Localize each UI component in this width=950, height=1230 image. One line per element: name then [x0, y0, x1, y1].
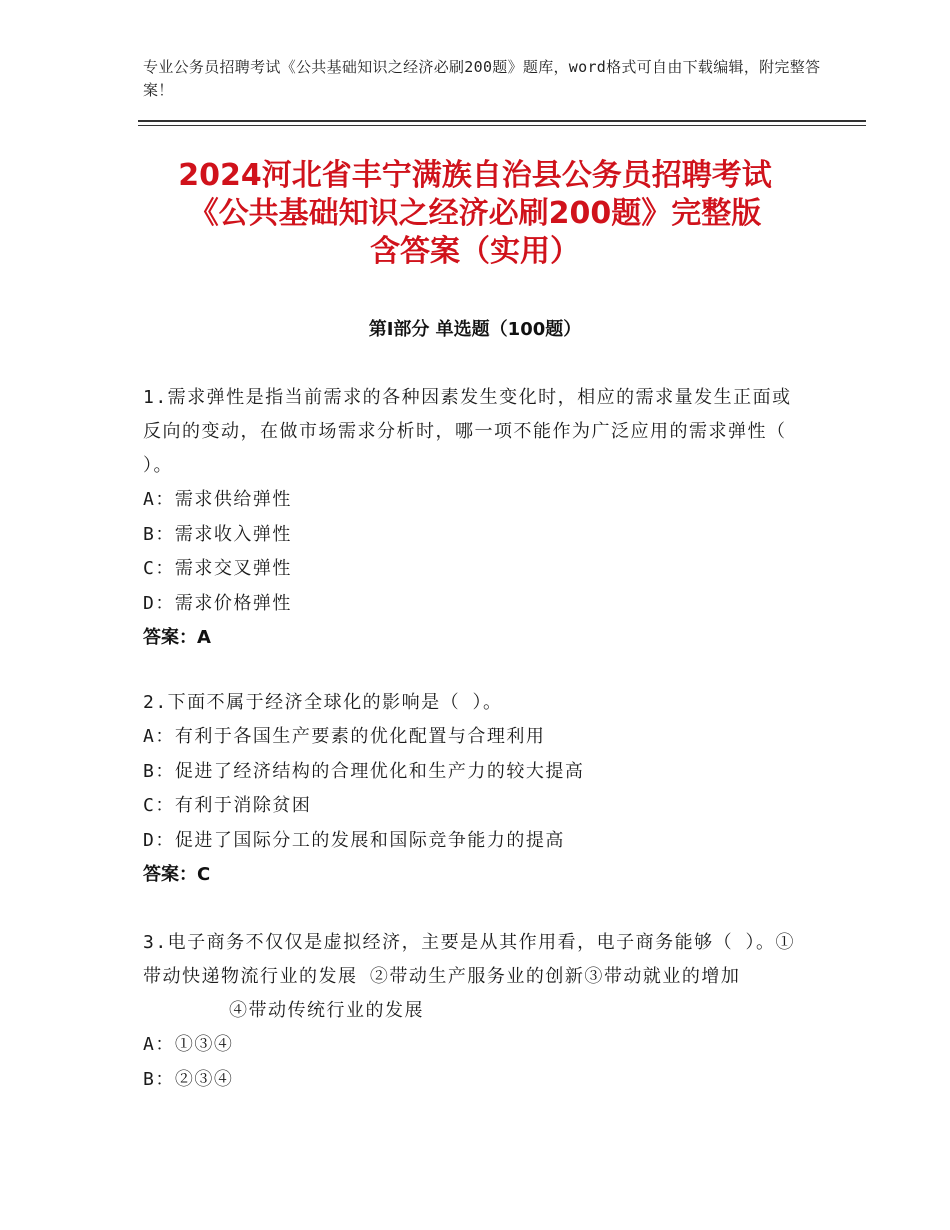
- title-line-3: 含答案（实用）: [370, 234, 580, 269]
- option-a: A：①③④: [143, 1034, 234, 1055]
- document-title: [120, 157, 830, 271]
- option-b: B：②③④: [143, 1068, 234, 1090]
- option-d: D：需求价格弹性: [143, 592, 292, 614]
- option-c: C：有利于消除贫困: [143, 795, 312, 816]
- option-a: A：有利于各国生产要素的优化配置与合理利用: [143, 726, 546, 747]
- option-b: B：促进了经济结构的合理优化和生产力的较大提高: [143, 760, 585, 782]
- answer-label: 答案：A: [143, 627, 211, 648]
- question-2: [143, 686, 803, 892]
- question-1: [143, 381, 803, 655]
- option-b: B：需求收入弹性: [143, 523, 292, 545]
- question-stem-part-1: 3.电子商务不仅仅是虚拟经济，主要是从其作用看，电子商务能够（ ）。①带动快递物流行业的发展 ②带动生产服务业的创新③带动就业的增加: [143, 932, 796, 987]
- option-d: D：促进了国际分工的发展和国际竞争能力的提高: [143, 829, 565, 851]
- question-stem: [143, 926, 803, 1028]
- option-c: C：需求交叉弹性: [143, 558, 292, 579]
- question-stem: 2.下面不属于经济全球化的影响是（ ）。: [143, 692, 503, 713]
- answer-label: 答案：C: [143, 864, 211, 885]
- option-a: A：需求供给弹性: [143, 489, 292, 510]
- question-3: [143, 926, 803, 1097]
- title-line-2: 《公共基础知识之经济必刷200题》完整版: [188, 196, 762, 231]
- question-stem-part-2: ④带动传统行业的发展: [229, 1000, 424, 1021]
- section-heading: 第Ⅰ部分 单选题（100题）: [368, 319, 582, 340]
- header-rule-thin: [138, 125, 866, 126]
- header-note: 专业公务员招聘考试《公共基础知识之经济必刷200题》题库，word格式可自由下载编辑，附完整答案！: [143, 58, 821, 99]
- header-rule-thick: [138, 120, 866, 122]
- title-line-1: 2024河北省丰宁满族自治县公务员招聘考试: [178, 158, 772, 193]
- question-stem: 1.需求弹性是指当前需求的各种因素发生变化时，相应的需求量发生正面或反向的变动，在做市场需求分析时，哪一项不能作为广泛应用的需求弹性（ ）。: [143, 387, 792, 476]
